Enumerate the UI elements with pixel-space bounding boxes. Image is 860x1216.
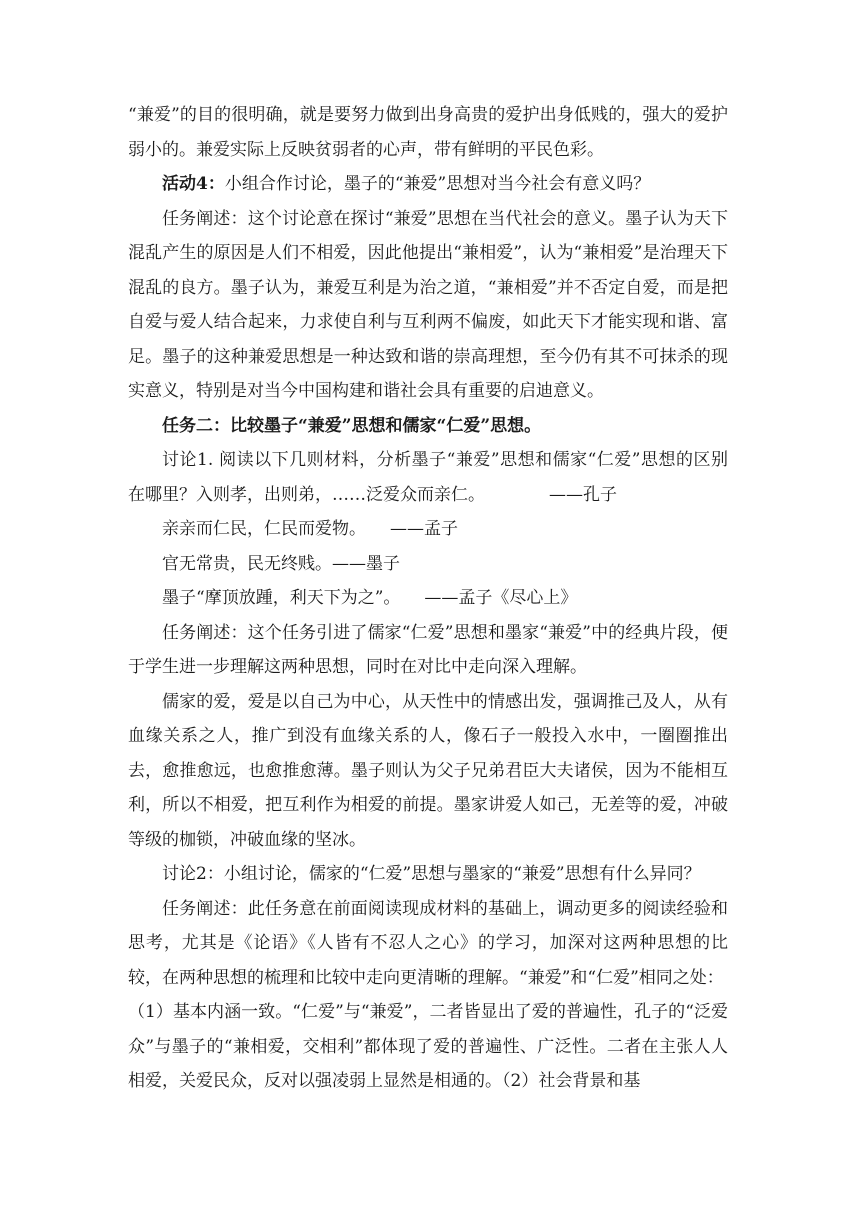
quote-mozi-text: 官无常贵，民无终贱。——墨子 <box>162 553 400 574</box>
activity-4-text: 小组合作讨论，墨子的“兼爱”思想对当今社会有意义吗？ <box>224 174 651 194</box>
document-body <box>128 98 728 1099</box>
activity-4 <box>128 167 728 202</box>
discussion-2 <box>128 857 728 892</box>
quote-jinxin-text: 墨子“摩顶放踵，利天下为之”。 <box>162 588 401 608</box>
activity-4-label: 活动4： <box>162 174 225 194</box>
task-explanation-2-text: 任务阐述：这个任务引进了儒家“仁爱”思想和墨家“兼爱”中的经典片段，便于学生进一步理解这两种思想，同时在对比中走向深入理解。 <box>128 622 728 677</box>
quote-mencius-source: ——孟子 <box>390 519 458 539</box>
task-explanation-3-text: 任务阐述：此任务意在前面阅读现成材料的基础上，调动更多的阅读经验和思考，尤其是《论语》《人皆有不忍人之心》的学习，加深对这两种思想的比较，在两种思想的梳理和比较中走向更清晰的理解。“兼爱”和“仁爱”相同之处： <box>128 898 728 988</box>
quote-mencius-text: 亲亲而仁民，仁民而爱物。 <box>162 519 366 539</box>
task-explanation-3 <box>128 892 728 996</box>
task-two-heading-text: 任务二：比较墨子“兼爱”思想和儒家“仁爱”思想。 <box>162 415 542 436</box>
confucian-love-text: 儒家的爱，爱是以自己为中心，从天性中的情感出发，强调推己及人，从有血缘关系之人，推广到没有血缘关系的人，像石子一般投入水中，一圈圈推出去，愈推愈远，也愈推愈薄。墨子则认为父子兄弟君臣大夫诸侯，因为不能相互利，所以不相爱，把互利作为相爱的前提。墨家讲爱人如己，无差等的爱，冲破等级的枷锁，冲破血缘的坚冰。 <box>128 691 728 850</box>
quote-mozi <box>128 547 728 582</box>
comparison-points <box>128 995 728 1099</box>
discussion-1-text: 讨论1. 阅读以下几则材料，分析墨子“兼爱”思想和儒家“仁爱”思想的区别在哪里？入则孝，出则弟，……泛爱众而亲仁。 <box>128 450 728 505</box>
discussion-2-text: 讨论2：小组讨论，儒家的“仁爱”思想与墨家的“兼爱”思想有什么异同？ <box>162 864 701 884</box>
quote-mencius <box>128 512 728 547</box>
quote-jinxin <box>128 581 728 616</box>
task-explanation-1-text: 任务阐述：这个讨论意在探讨“兼爱”思想在当代社会的意义。墨子认为天下混乱产生的原因是人们不相爱，因此他提出“兼相爱”，认为“兼相爱”是治理天下混乱的良方。墨子认为，兼爱互利是为治之道，“兼相爱”并不否定自爱，而是把自爱与爱人结合起来，力求使自利与互利两不偏废，如此天下才能实现和谐、富足。墨子的这种兼爱思想是一种达致和谐的崇高理想，至今仍有其不可抹杀的现实意义，特别是对当今中国构建和谐社会具有重要的启迪意义。 <box>128 208 728 401</box>
task-two-heading <box>128 409 728 444</box>
task-explanation-2 <box>128 616 728 685</box>
paragraph-1 <box>128 98 728 167</box>
paragraph-1-text: “兼爱”的目的很明确，就是要努力做到出身高贵的爱护出身低贱的，强大的爱护弱小的。兼爱实际上反映贫弱者的心声，带有鲜明的平民色彩。 <box>128 105 728 160</box>
quote-jinxin-source: ——孟子《尽心上》 <box>424 588 578 608</box>
comparison-points-text: （1）基本内涵一致。“仁爱”与“兼爱”，二者皆显出了爱的普遍性，孔子的“泛爱众”与墨子的“兼相爱，交相利”都体现了爱的普遍性、广泛性。二者在主张人人相爱，关爱民众，反对以强凌弱上显然是相通的。（2）社会背景和基 <box>128 1002 728 1091</box>
confucian-love-paragraph <box>128 685 728 858</box>
discussion-1-source: ——孔子 <box>549 484 617 505</box>
discussion-1 <box>128 443 728 512</box>
task-explanation-1 <box>128 202 728 409</box>
